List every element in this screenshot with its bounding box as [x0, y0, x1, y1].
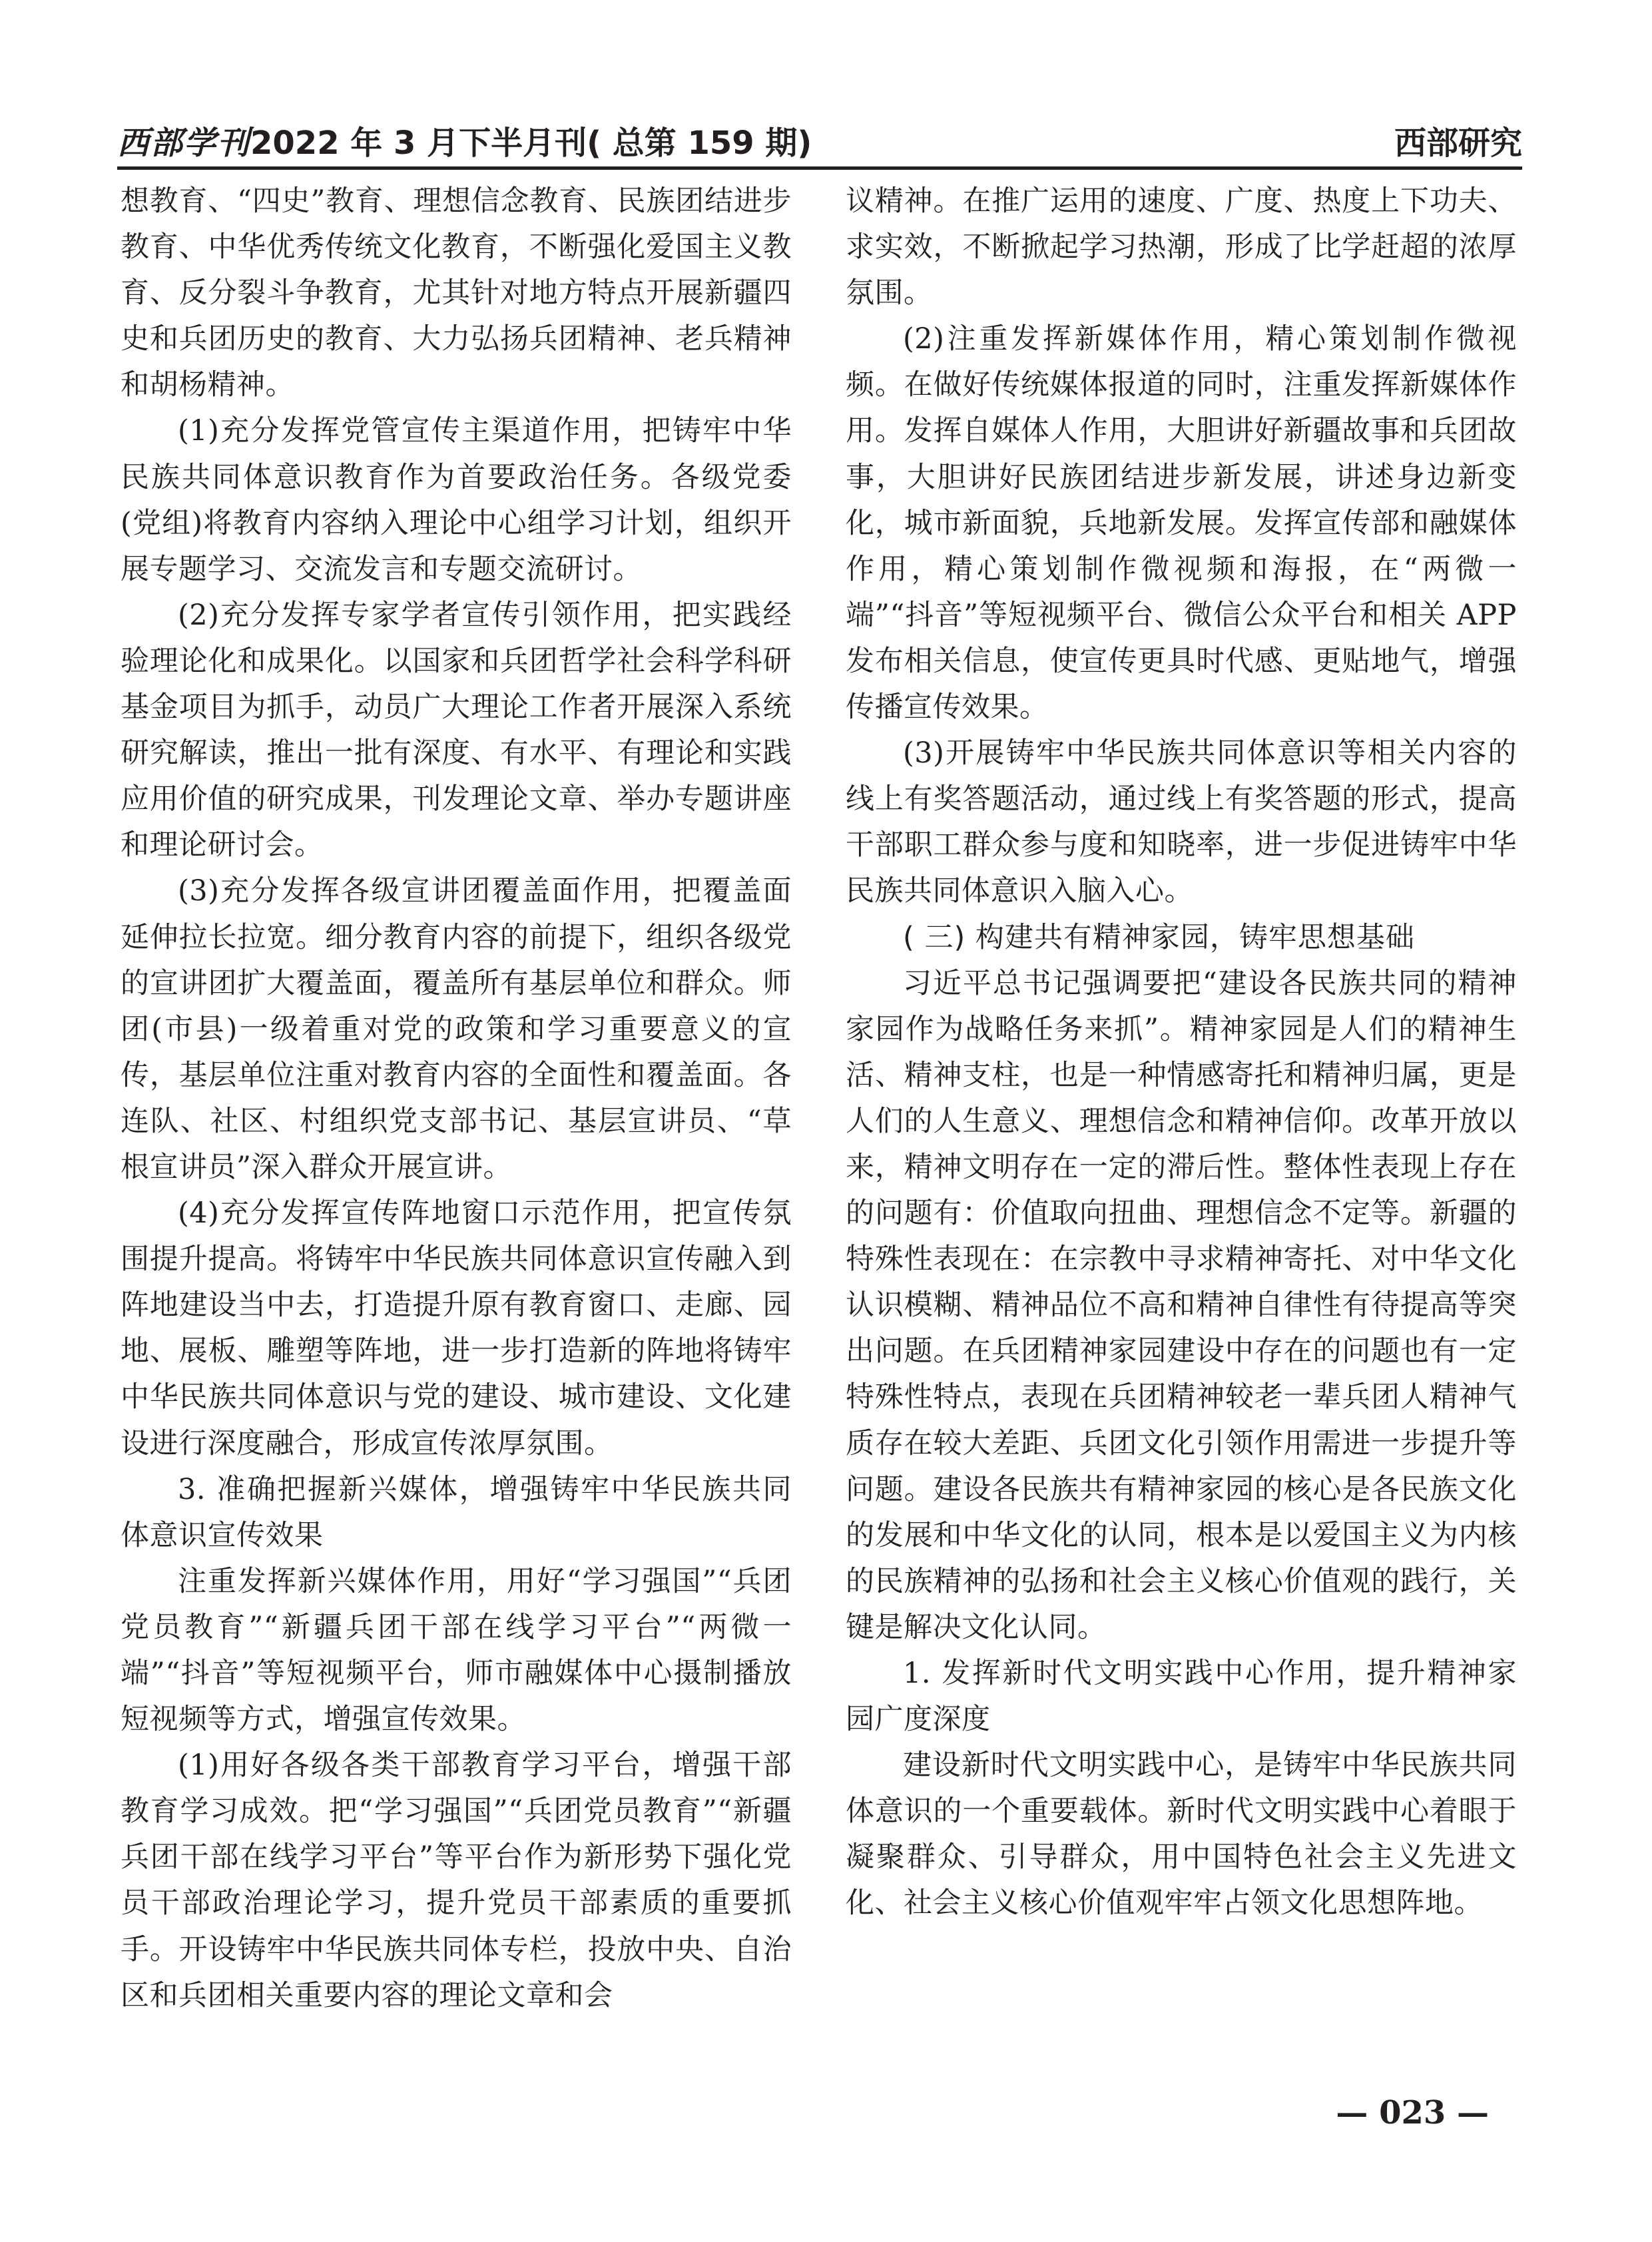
paragraph: 3. 准确把握新兴媒体，增强铸牢中华民族共同体意识宣传效果 — [121, 1472, 792, 1552]
paragraph: (1)用好各级各类干部教育学习平台，增强干部教育学习成效。把“学习强国”“兵团党员教育”“新疆兵团干部在线学习平台”等平台作为新形势下强化党员干部政治理论学习，提升党员干部素质的重要抓手。开设铸牢中华民族共同体专栏，投放中央、自治区和兵团相关重要内容的理论文章和会 — [121, 1749, 792, 2012]
paragraph: (3)充分发挥各级宣讲团覆盖面作用，把覆盖面延伸拉长拉宽。细分教育内容的前提下，组织各级党的宣讲团扩大覆盖面，覆盖所有基层单位和群众。师团(市县)一级着重对党的政策和学习重要意义的宣传，基层单位注重对教育内容的全面性和覆盖面。各连队、社区、村组织党支部书记、基层宣讲员、“草根宣讲员”深入群众开展宣讲。 — [121, 874, 792, 1184]
journal-logo: 西部学刊 — [117, 125, 251, 162]
paragraph: (3)开展铸牢中华民族共同体意识等相关内容的线上有奖答题活动，通过线上有奖答题的形式，提高干部职工群众参与度和知晓率，进一步促进铸牢中华民族共同体意识入脑入心。 — [846, 736, 1517, 908]
section-heading: ( 三) 构建共有精神家园，铸牢思想基础 — [903, 920, 1415, 954]
page-number: — 023 — — [1336, 2094, 1489, 2131]
header-rule — [117, 166, 1522, 170]
paragraph: (4)充分发挥宣传阵地窗口示范作用，把宣传氛围提升提高。将铸牢中华民族共同体意识宣传融入到阵地建设当中去，打造提升原有教育窗口、走廊、园地、展板、雕塑等阵地，进一步打造新的阵地将铸牢中华民族共同体意识与党的建设、城市建设、文化建设进行深度融合，形成宣传浓厚氛围。 — [121, 1197, 792, 1460]
paragraph: (2)充分发挥专家学者宣传引领作用，把实践经验理论化和成果化。以国家和兵团哲学社会科学科研基金项目为抓手，动员广大理论工作者开展深入系统研究解读，推出一批有深度、有水平、有理论和实践应用价值的研究成果，刊发理论文章、举办专题讲座和理论研讨会。 — [121, 598, 792, 862]
paragraph: 习近平总书记强调要把“建设各民族共同的精神家园作为战略任务来抓”。精神家园是人们的精神生活、精神支柱，也是一种情感寄托和精神归属，更是人们的人生意义、理想信念和精神信仰。改革开放以来，精神文明存在一定的滞后性。整体性表现上存在的问题有：价值取向扭曲、理想信念不定等。新疆的特殊性表现在：在宗教中寻求精神寄托、对中华文化认识模糊、精神品位不高和精神自律性有待提高等突出问题。在兵团精神家园建设中存在的问题也有一定特殊性特点，表现在兵团精神较老一辈兵团人精神气质存在较大差距、兵团文化引领作用需进一步提升等问题。建设各民族共有精神家园的核心是各民族文化的发展和中华文化的认同，根本是以爱国主义为内核的民族精神的弘扬和社会主义核心价值观的践行，关键是解决文化认同。 — [846, 966, 1517, 1644]
paragraph: (2)注重发挥新媒体作用，精心策划制作微视频。在做好传统媒体报道的同时，注重发挥新媒体作用。发挥自媒体人作用，大胆讲好新疆故事和兵团故事，大胆讲好民族团结进步新发展，讲述身边新变化，城市新面貌，兵地新发展。发挥宣传部和融媒体作用，精心策划制作微视频和海报，在“两微一端”“抖音”等短视频平台、微信公众平台和相关 APP 发布相关信息，使宣传更具时代感、更贴地气，增强传播宣传效果。 — [846, 322, 1517, 724]
left-column — [121, 178, 792, 2019]
paragraph: 建设新时代文明实践中心，是铸牢中华民族共同体意识的一个重要载体。新时代文明实践中心着眼于凝聚群众、引导群众，用中国特色社会主义先进文化、社会主义核心价值观牢牢占领文化思想阵地。 — [846, 1749, 1517, 1920]
issue-info: 2022 年 3 月下半月刊( 总第 159 期) — [250, 125, 812, 162]
paragraph: 想教育、“四史”教育、理想信念教育、民族团结进步教育、中华优秀传统文化教育，不断强化爱国主义教育、反分裂斗争教育，尤其针对地方特点开展新疆四史和兵团历史的教育、大力弘扬兵团精神、老兵精神和胡杨精神。 — [121, 184, 792, 402]
section-label: 西部研究 — [1394, 125, 1522, 162]
running-header — [117, 109, 1522, 162]
paragraph: 1. 发挥新时代文明实践中心作用，提升精神家园广度深度 — [846, 1657, 1517, 1737]
paragraph: 注重发挥新兴媒体作用，用好“学习强国”“兵团党员教育”“新疆兵团干部在线学习平台”“两微一端”“抖音”等短视频平台，师市融媒体中心摄制播放短视频等方式，增强宣传效果。 — [121, 1564, 792, 1737]
paragraph: 议精神。在推广运用的速度、广度、热度上下功夫、求实效，不断掀起学习热潮，形成了比学赶超的浓厚氛围。 — [846, 184, 1517, 310]
paragraph: (1)充分发挥党管宣传主渠道作用，把铸牢中华民族共同体意识教育作为首要政治任务。各级党委(党组)将教育内容纳入理论中心组学习计划，组织开展专题学习、交流发言和专题交流研讨。 — [121, 414, 792, 586]
right-column — [846, 178, 1517, 1927]
